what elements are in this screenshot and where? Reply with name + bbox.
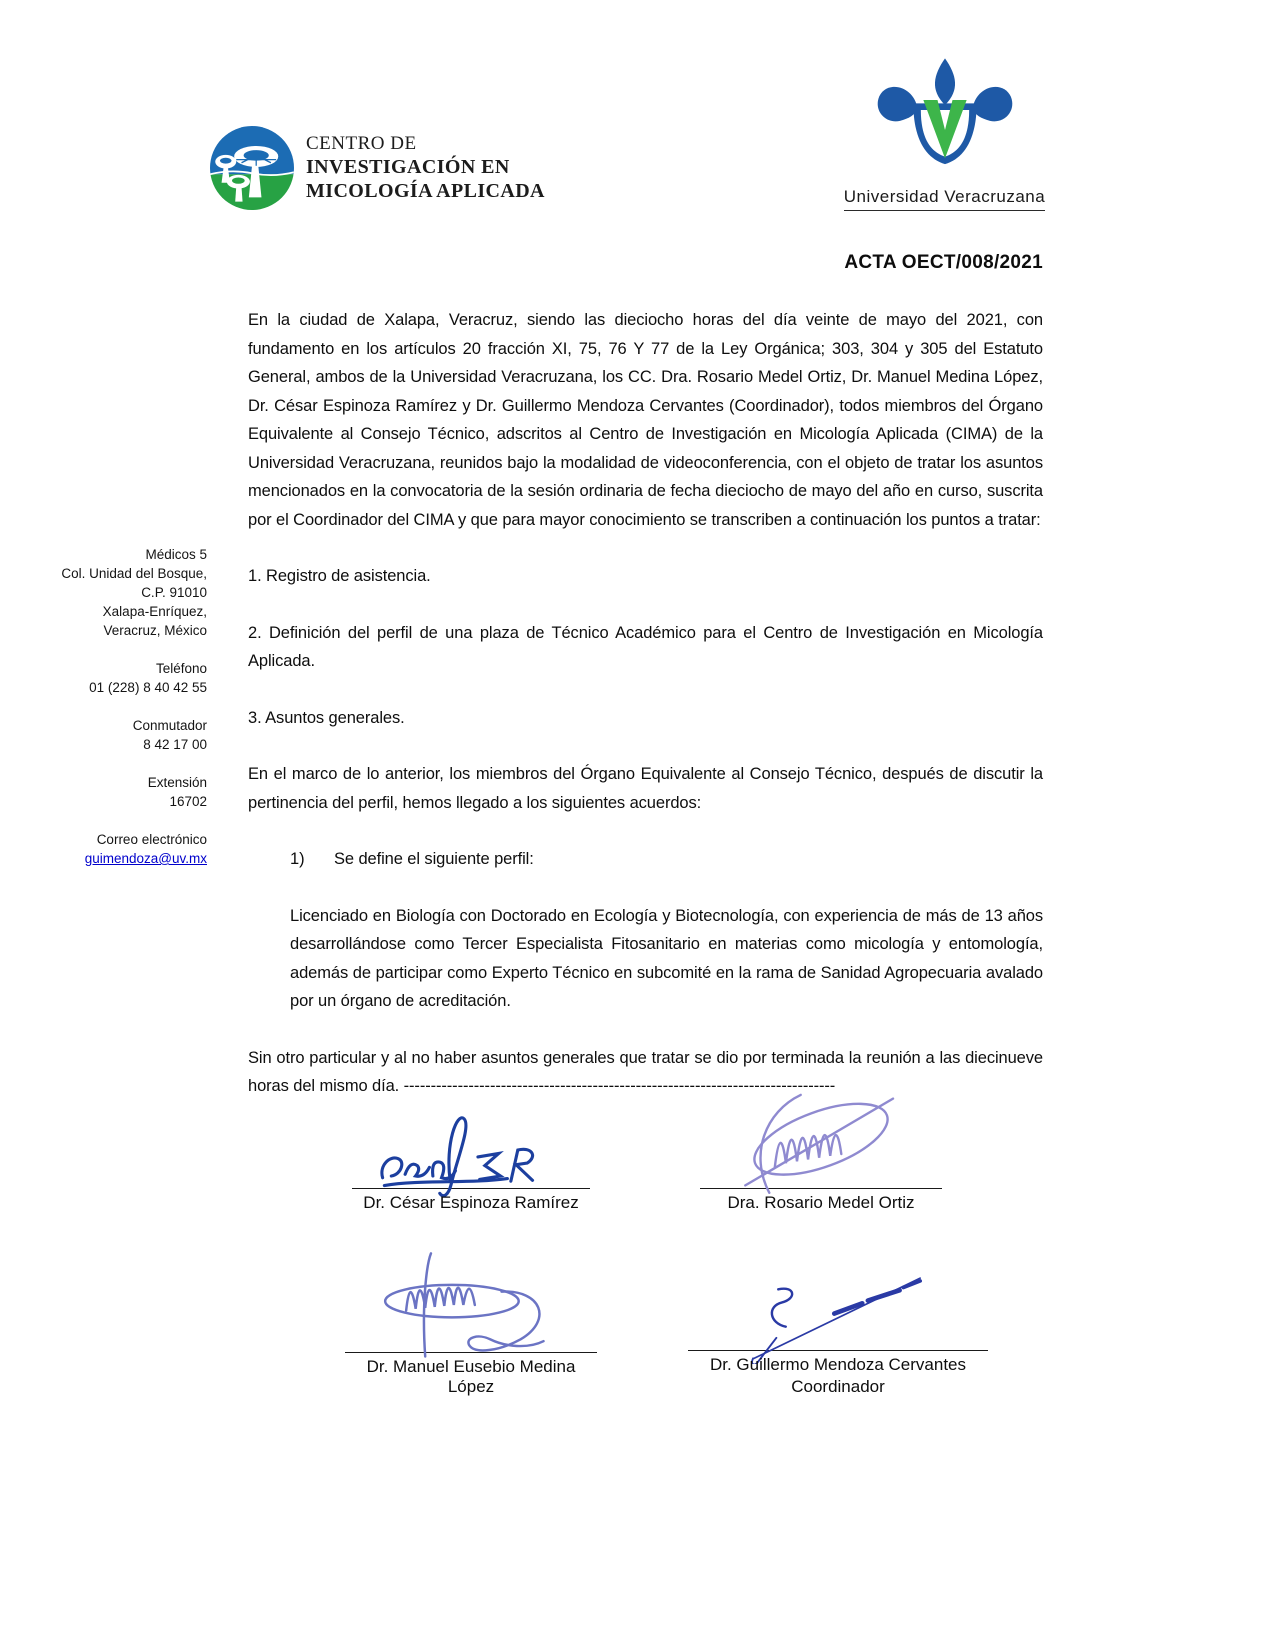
address-block	[50, 545, 207, 640]
signature-manuel-icon	[356, 1242, 586, 1366]
document-number: ACTA OECT/008/2021	[844, 252, 1043, 273]
signature-block-cesar	[352, 1098, 590, 1213]
email-label: Correo electrónico	[96, 832, 207, 847]
signatory-name: Dr. César Espinoza Ramírez	[363, 1193, 579, 1212]
agreement-marker: 1)	[290, 850, 305, 868]
address-line: C.P. 91010	[141, 585, 207, 600]
agenda-item-1: 1. Registro de asistencia.	[248, 567, 431, 585]
signature-line	[700, 1188, 942, 1189]
signature-line	[352, 1188, 590, 1189]
signatory-role: Coordinador	[791, 1377, 885, 1396]
extension-label: Extensión	[147, 775, 207, 790]
agreement-item	[290, 845, 1043, 874]
address-line: Col. Unidad del Bosque,	[61, 566, 207, 581]
signature-block-rosario	[700, 1082, 942, 1213]
address-line: Veracruz, México	[103, 623, 207, 638]
phone-block	[50, 659, 207, 697]
signature-guillermo-icon	[723, 1252, 953, 1364]
email-link[interactable]: guimendoza@uv.mx	[84, 851, 207, 866]
switchboard-number: 8 42 17 00	[143, 737, 207, 752]
uv-logo-label: Universidad Veracruzana	[844, 187, 1045, 211]
cima-mushrooms-icon	[210, 126, 294, 210]
signature-line	[345, 1352, 597, 1353]
cima-logo-text	[306, 133, 545, 204]
cima-logo	[210, 126, 545, 210]
email-block	[50, 830, 207, 868]
address-line: Médicos 5	[145, 547, 207, 562]
profile-paragraph: Licenciado en Biología con Doctorado en Ecología y Biotecnología, con experiencia de más de 13 años desarrollándose como Tercer Especialista Fitosanitario en materias como micología y entomología, además de participar como Experto Técnico en subcomité en la rama de Sanidad Agropecuaria avalado por un órgano de acreditación.	[290, 906, 1043, 1010]
signature-block-manuel	[345, 1242, 597, 1397]
uv-logo	[842, 50, 1047, 211]
phone-label: Teléfono	[155, 661, 207, 676]
signature-cesar-icon	[361, 1098, 581, 1202]
closing-paragraph: Sin otro particular y al no haber asuntos generales que tratar se dio por terminada la reunión a las diecinueve horas del mismo día. --------------------------------------------------------------------------------	[248, 1048, 1043, 1095]
signature-line	[688, 1350, 988, 1351]
signatory-name: Dr. Manuel Eusebio Medina López	[366, 1357, 576, 1396]
cima-logo-line2: INVESTIGACIÓN EN	[306, 156, 510, 179]
agreement-title: Se define el siguiente perfil:	[334, 850, 534, 868]
extension-block	[50, 773, 207, 811]
phone-number: 01 (228) 8 40 42 55	[89, 680, 207, 695]
document-body	[248, 306, 1043, 1129]
opening-paragraph: En la ciudad de Xalapa, Veracruz, siendo las dieciocho horas del día veinte de mayo del 2021, con fundamento en los artículos 20 fracción XI, 75, 76 Y 77 de la Ley Orgánica; 303, 304 y 305 del Estatuto General, ambos de la Universidad Veracruzana, los CC. Dra. Rosario Medel Ortiz, Dr. Manuel Medina López, Dr. César Espinoza Ramírez y Dr. Guillermo Mendoza Cervantes (Coordinador), todos miembros del Órgano Equivalente al Consejo Técnico, adscritos al Centro de Investigación en Micología Aplicada (CIMA) de la Universidad Veracruzana, reunidos bajo la modalidad de videoconferencia, con el objeto de tratar los asuntos mencionados en la convocatoria de la sesión ordinaria de fecha dieciocho de mayo del año en curso, suscrita por el Coordinador del CIMA y que para mayor conocimiento se transcriben a continuación los puntos a tratar:	[248, 311, 1043, 529]
signature-block-guillermo	[688, 1252, 988, 1397]
signature-rosario-icon	[710, 1082, 932, 1202]
signatory-name: Dr. Guillermo Mendoza Cervantes	[709, 1355, 967, 1374]
switchboard-label: Conmutador	[132, 718, 207, 733]
signatory-name: Dra. Rosario Medel Ortiz	[727, 1193, 915, 1212]
cima-logo-line3: MICOLOGÍA APLICADA	[306, 180, 545, 203]
uv-fleur-de-lis-icon	[870, 50, 1020, 180]
agenda-item-2: 2. Definición del perfil de una plaza de Técnico Académico para el Centro de Investigación en Micología Aplicada.	[248, 623, 1043, 670]
extension-number: 16702	[169, 794, 207, 809]
switchboard-block	[50, 716, 207, 754]
cima-logo-line1: CENTRO DE	[306, 132, 417, 154]
framework-paragraph: En el marco de lo anterior, los miembros del Órgano Equivalente al Consejo Técnico, después de discutir la pertinencia del perfil, hemos llegado a los siguientes acuerdos:	[248, 765, 1043, 812]
letterhead-sidebar	[50, 545, 207, 887]
agreement-gap	[312, 845, 334, 874]
address-line: Xalapa-Enríquez,	[102, 604, 207, 619]
agenda-item-3: 3. Asuntos generales.	[248, 708, 405, 727]
